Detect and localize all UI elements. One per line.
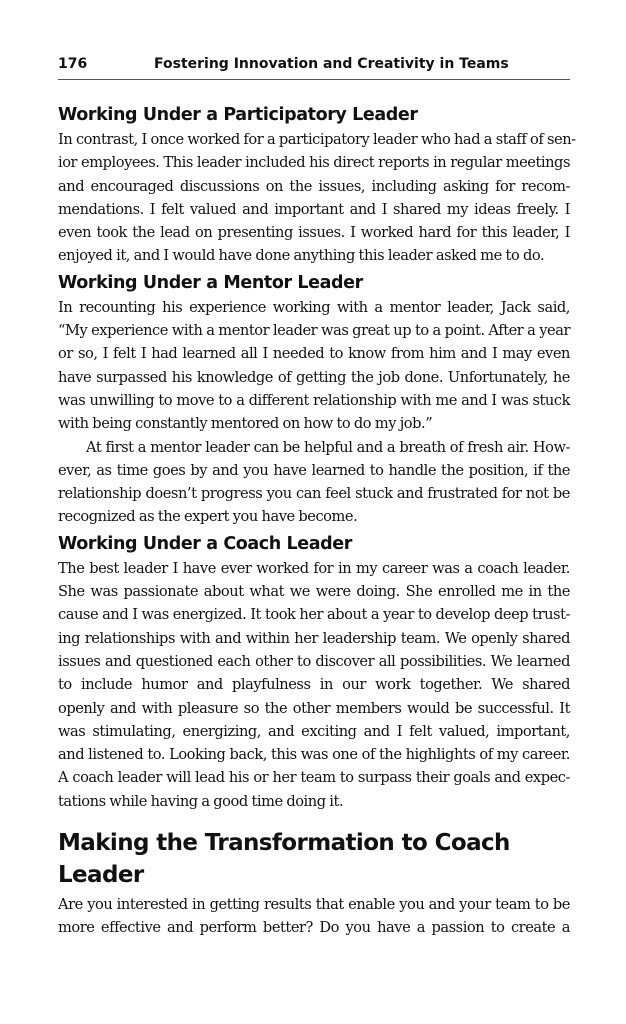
text-line: openly and with pleasure so the other members would be successful. It [58,699,570,717]
text-line: or so, I felt I had learned all I needed to know from him and I may even [58,345,570,363]
paragraph-transformation-intro [58,893,570,940]
heading-making-the-transformation: Making the Transformation to Coach Leader [58,830,510,889]
text-line: and listened to. Looking back, this was one of the highlights of my career. [58,746,570,764]
paragraph-mentor-leader-reflection [58,436,570,529]
paragraph-coach-leader [58,557,570,813]
text-line: At first a mentor leader can be helpful and a breath of fresh air. How- [86,438,570,456]
text-line: She was passionate about what we were doing. She enrolled me in the [58,583,570,601]
heading-coach-leader: Working Under a Coach Leader [58,533,352,554]
text-line: enjoyed it, and I would have done anything this leader asked me to do. [58,247,545,265]
text-line: to include humor and playfulness in our work together. We shared [58,676,570,694]
paragraph-mentor-leader-quote [58,296,570,436]
text-line: ever, as time goes by and you have learned to handle the position, if the [58,461,570,479]
book-title: Fostering Innovation and Creativity in Teams [154,56,509,72]
text-line: “My experience with a mentor leader was great up to a point. After a year [58,322,570,340]
text-line: cause and I was energized. It took her about a year to develop deep trust- [58,606,570,624]
text-line: issues and questioned each other to discover all possibilities. We learned [58,652,570,670]
text-line: and encouraged discussions on the issues, including asking for recom- [58,177,570,195]
text-line: even took the lead on presenting issues. I worked hard for this leader, I [58,224,570,242]
text-line: more effective and perform better? Do you have a passion to create a [58,919,570,937]
text-line: In recounting his experience working with a mentor leader, Jack said, [58,298,570,316]
text-line: recognized as the expert you have become. [58,508,358,526]
text-line: mendations. I felt valued and important and I shared my ideas freely. I [58,200,570,218]
text-line: The best leader I have ever worked for in my career was a coach leader. [58,559,570,577]
text-line: was unwilling to move to a different relationship with me and I was stuck [58,391,570,409]
text-line: relationship doesn’t progress you can feel stuck and frustrated for not be [58,485,570,503]
text-line: A coach leader will lead his or her team to surpass their goals and expec- [58,769,570,787]
text-line: ing relationships with and within her leadership team. We openly shared [58,629,570,647]
heading-mentor-leader: Working Under a Mentor Leader [58,272,363,293]
text-line: have surpassed his knowledge of getting the job done. Unfortunately, he [58,368,570,386]
paragraph-participatory-leader [58,128,576,268]
text-line: was stimulating, energizing, and exciting and I felt valued, important, [58,722,570,740]
page-content [58,103,576,940]
text-line: Are you interested in getting results that enable you and your team to be [58,896,570,914]
text-line: In contrast, I once worked for a participatory leader who had a staff of sen- [58,131,576,148]
text-line: tations while having a good time doing it. [58,792,344,810]
text-line: with being constantly mentored on how to do my job.” [58,415,433,433]
running-head [58,53,570,80]
heading-participatory-leader: Working Under a Participatory Leader [58,105,418,125]
text-line: ior employees. This leader included his direct reports in regular meetings [58,154,570,172]
page-number: 176 [58,56,88,72]
